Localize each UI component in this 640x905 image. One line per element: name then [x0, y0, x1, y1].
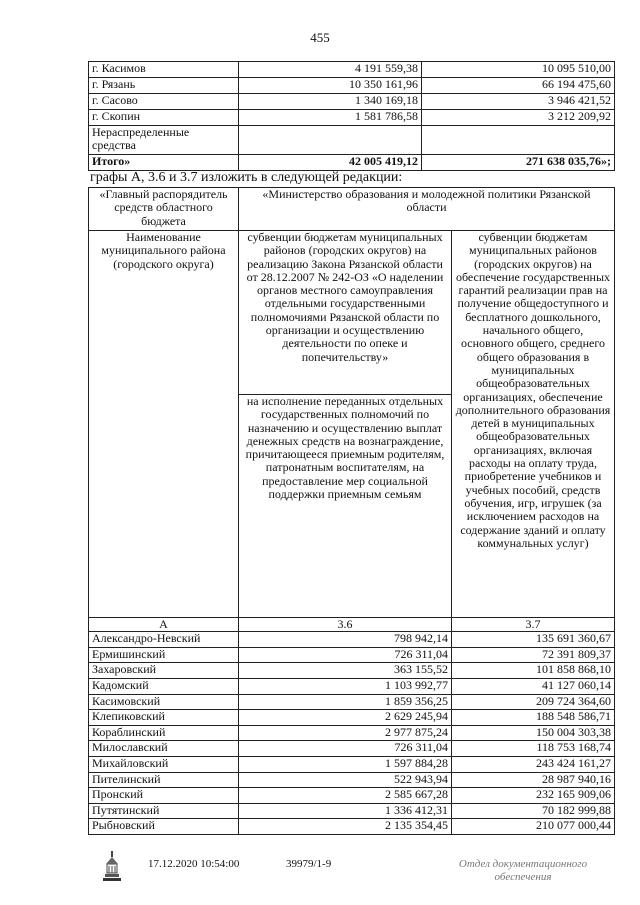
value-cell: 1 597 884,28 — [239, 757, 452, 773]
district-name: г. Скопин — [89, 110, 239, 126]
district-name: Александро-Невский — [89, 632, 239, 648]
value-cell — [422, 126, 615, 155]
district-name: Клепиковский — [89, 710, 239, 726]
district-name: Пителинский — [89, 772, 239, 788]
col-a-title: Наименование муниципального района (городского округа) — [89, 231, 239, 618]
value-cell: 66 194 475,60 — [422, 78, 615, 94]
district-name: Захаровский — [89, 663, 239, 679]
value-cell: 1 103 992,77 — [239, 679, 452, 695]
total-value: 271 638 035,76»; — [422, 155, 615, 171]
logo-icon — [100, 848, 124, 884]
district-name: Нераспределенные средства — [89, 126, 239, 155]
value-cell: 2 585 667,28 — [239, 788, 452, 804]
value-cell: 2 629 245,94 — [239, 710, 452, 726]
code-37: 3.7 — [452, 618, 615, 632]
value-cell: 1 859 356,25 — [239, 694, 452, 710]
department-stamp: Отдел документационного обеспечения — [458, 858, 588, 883]
district-name: Михайловский — [89, 757, 239, 773]
table-row — [89, 819, 615, 835]
value-cell: 135 691 360,67 — [452, 632, 615, 648]
table-row — [89, 663, 615, 679]
value-cell: 118 753 168,74 — [452, 741, 615, 757]
value-cell: 10 350 161,96 — [239, 78, 422, 94]
table-row — [89, 772, 615, 788]
table-row — [89, 110, 615, 126]
table-row — [89, 741, 615, 757]
district-name: Рыбновский — [89, 819, 239, 835]
value-cell: 188 548 586,71 — [452, 710, 615, 726]
head-main-label: «Главный распорядитель средств областного бюджета — [89, 188, 239, 231]
table-row — [89, 62, 615, 78]
value-cell: 1 336 412,31 — [239, 803, 452, 819]
value-cell: 2 135 354,45 — [239, 819, 452, 835]
table-row — [89, 647, 615, 663]
value-cell: 726 311,04 — [239, 647, 452, 663]
value-cell: 41 127 060,14 — [452, 679, 615, 695]
value-cell: 209 724 364,60 — [452, 694, 615, 710]
code-36: 3.6 — [239, 618, 452, 632]
value-cell: 798 942,14 — [239, 632, 452, 648]
total-value: 42 005 419,12 — [239, 155, 422, 171]
table-row — [89, 725, 615, 741]
value-cell: 72 391 809,37 — [452, 647, 615, 663]
total-row — [89, 155, 615, 171]
value-cell: 3 212 209,92 — [422, 110, 615, 126]
table-row — [89, 679, 615, 695]
value-cell: 3 946 421,52 — [422, 94, 615, 110]
table-row — [89, 803, 615, 819]
value-cell: 150 004 303,38 — [452, 725, 615, 741]
value-cell — [239, 126, 422, 155]
page-number: 455 — [310, 30, 330, 45]
value-cell: 1 340 169,18 — [239, 94, 422, 110]
district-name: г. Касимов — [89, 62, 239, 78]
value-cell: 2 977 875,24 — [239, 725, 452, 741]
value-cell: 243 424 161,27 — [452, 757, 615, 773]
footer-datetime: 17.12.2020 10:54:00 — [148, 858, 240, 870]
value-cell: 522 943,94 — [239, 772, 452, 788]
table-row — [89, 757, 615, 773]
value-cell: 101 858 868,10 — [452, 663, 615, 679]
value-cell: 10 095 510,00 — [422, 62, 615, 78]
table-row — [89, 710, 615, 726]
table-row — [89, 632, 615, 648]
subventions-table — [88, 187, 615, 835]
col-36-top: субвенции бюджетам муниципальных районов (городских округов) на реализацию Закона Рязанской области от 28.12.2007 № 242-ОЗ «О наделении органов местного самоуправления отдельными государственными полномочиями Рязанской области по организации и осуществлению деятельности по опеке и попечительству» — [239, 231, 452, 395]
district-name: Ермишинский — [89, 647, 239, 663]
table-row — [89, 94, 615, 110]
instruction-text: графы А, 3.6 и 3.7 изложить в следующей редакции: — [90, 170, 403, 185]
value-cell: 70 182 999,88 — [452, 803, 615, 819]
table-row — [89, 694, 615, 710]
table-row — [89, 78, 615, 94]
table-row — [89, 788, 615, 804]
district-name: Путятинский — [89, 803, 239, 819]
value-cell: 726 311,04 — [239, 741, 452, 757]
footer-doc-id: 39979/1-9 — [286, 858, 332, 870]
value-cell: 1 581 786,58 — [239, 110, 422, 126]
table-row — [89, 126, 615, 155]
district-name: Касимовский — [89, 694, 239, 710]
value-cell: 4 191 559,38 — [239, 62, 422, 78]
totals-table — [88, 61, 615, 171]
head-main-value: «Министерство образования и молодежной политики Рязанской области — [239, 188, 615, 231]
district-name: г. Рязань — [89, 78, 239, 94]
district-name: Пронский — [89, 788, 239, 804]
value-cell: 363 155,52 — [239, 663, 452, 679]
district-name: Кадомский — [89, 679, 239, 695]
district-name: г. Сасово — [89, 94, 239, 110]
total-label: Итого» — [89, 155, 239, 171]
col-37-title: субвенции бюджетам муниципальных районов (городских округов) на обеспечение государственных гарантий реализации прав на получение общедоступного и бесплатного дошкольного, начального общего, основного общего, среднего общего образования в муниципальных общеобразовательных организациях, обеспечение дополнительного образования детей в муниципальных общеобразовательных организациях, включая расходы на оплату труда, приобретение учебников и учебных пособий, средств обучения, игр, игрушек (за исключением расходов на содержание зданий и оплату коммунальных услуг) — [452, 231, 615, 618]
code-a: А — [89, 618, 239, 632]
district-name: Милославский — [89, 741, 239, 757]
district-name: Кораблинский — [89, 725, 239, 741]
value-cell: 210 077 000,44 — [452, 819, 615, 835]
col-36-bottom: на исполнение переданных отдельных государственных полномочий по назначению и осуществлению выплат денежных средств на вознаграждение, причитающееся приемным родителям, патронатным воспитателям, на предоставление мер социальной поддержки приемным семьям — [239, 395, 452, 618]
value-cell: 28 987 940,16 — [452, 772, 615, 788]
value-cell: 232 165 909,06 — [452, 788, 615, 804]
